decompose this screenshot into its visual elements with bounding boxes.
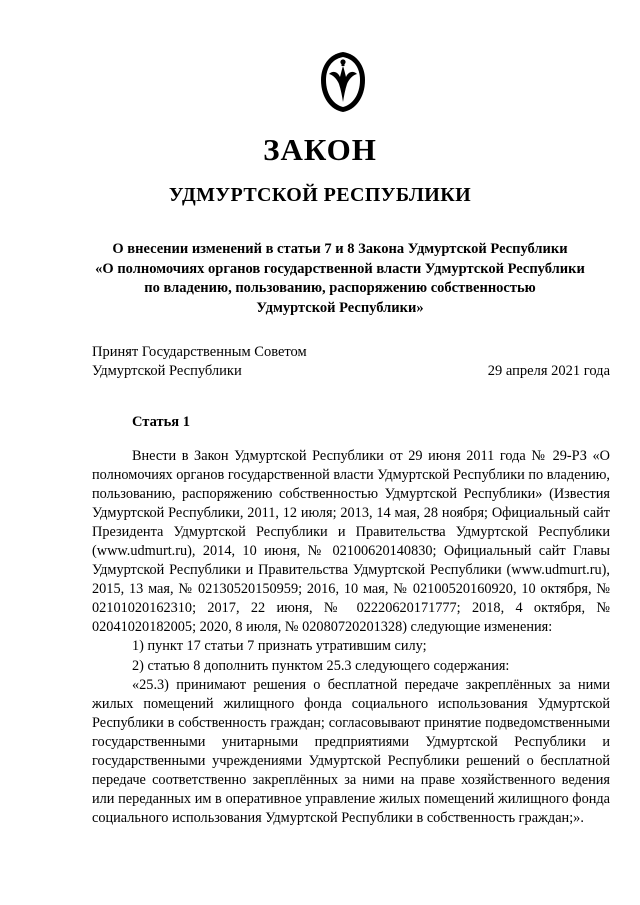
subject-line: Удмуртской Республики» [256, 299, 424, 316]
article-paragraph: «25.3) принимают решения о бесплатной передаче закреплённых за ними жилых помещений жилищного фонда социального использования Удмуртской Республики в собственность граждан; согласовывают принятие подведомственными государственными унитарными предприятиями Удмуртской Республики и государственными учреждениями Удмуртской Республики решений о бесплатной передаче соответственно закреплённых за ними на праве хозяйственного ведения или переданных им в оперативное управление жилых помещений жилищного фонда социального использования Удмуртской Республики в собственность граждан;». [92, 676, 610, 826]
law-subtitle: УДМУРТСКОЙ РЕСПУБЛИКИ [168, 184, 472, 206]
article-paragraph: 2) статью 8 дополнить пунктом 25.3 следующего содержания: [132, 657, 510, 674]
subject-line: по владению, пользованию, распоряжению собственностью [144, 280, 536, 296]
adoption-line-1: Принят Государственным Советом [92, 344, 307, 360]
article-body [92, 447, 610, 828]
coat-of-arms-icon [318, 50, 368, 114]
adoption-line-2: Удмуртской Республики [92, 363, 242, 379]
law-subject [60, 240, 620, 318]
law-title: ЗАКОН [263, 132, 377, 167]
subject-line: «О полномочиях органов государственной власти Удмуртской Республики [95, 260, 585, 277]
adoption-date: 29 апреля 2021 года [487, 363, 610, 379]
adoption-block [92, 343, 307, 381]
article-paragraph: Внести в Закон Удмуртской Республики от 29 июня 2011 года № 29-РЗ «О полномочиях органов государственной власти Удмуртской Республики по владению, пользованию, распоряжению собственностью Удмуртской Республики» (Известия Удмуртской Республики, 2011, 12 июля; 2013, 14 мая, 28 ноября; Официальный сайт Президента Удмуртской Республики и Правительства Удмуртской Республики (www.udmurt.ru), 2014, 10 июня, № 02100620140830; Официальный сайт Главы Удмуртской Республики и Правительства Удмуртской Республики (www.udmurt.ru), 2015, 13 мая, № 02130520150959; 2016, 10 мая, № 02100520160920, 10 октября, № 02101020162310; 2017, 22 июня, № 02220620171777; 2018, 4 октября, № 02041020182005; 2020, 8 июля, № 02080720201328) следующие изменения: [92, 448, 610, 636]
article-heading: Статья 1 [132, 414, 190, 430]
article-paragraph: 1) пункт 17 статьи 7 признать утратившим силу; [132, 638, 427, 655]
subject-line: О внесении изменений в статьи 7 и 8 Закона Удмуртской Республики [112, 241, 568, 257]
